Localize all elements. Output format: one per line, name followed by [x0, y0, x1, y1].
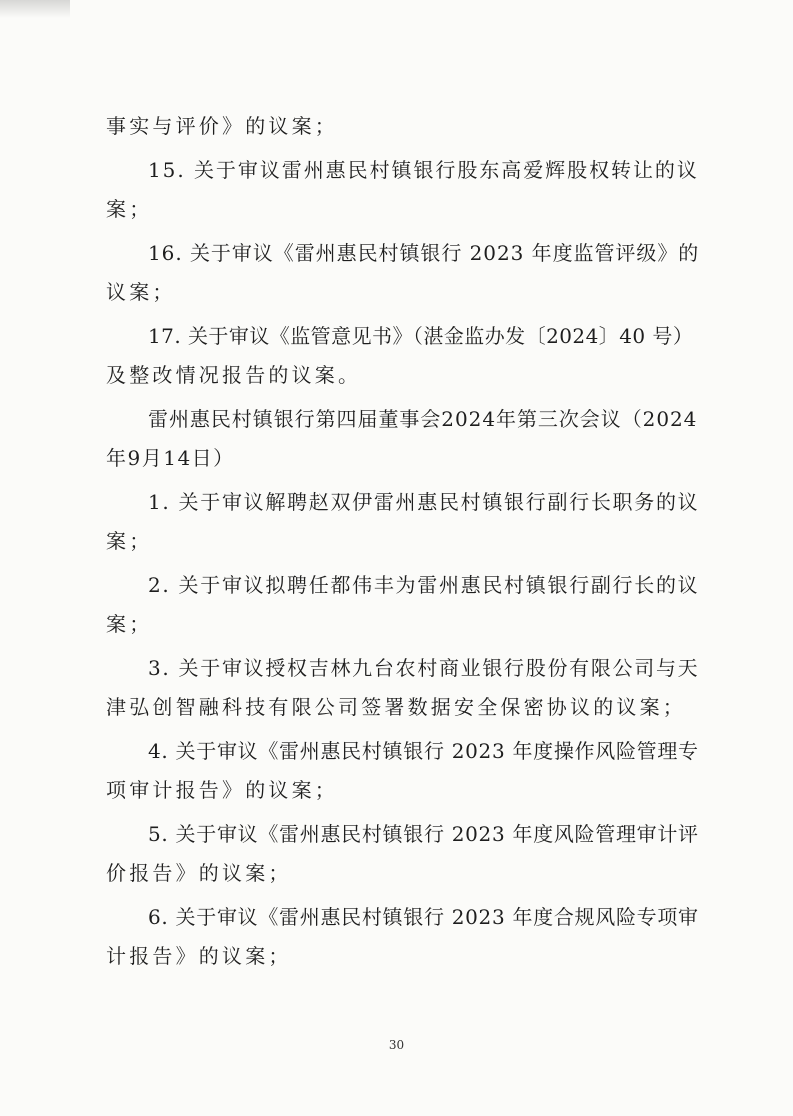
- text-line: 及整改情况报告的议案。: [106, 363, 362, 387]
- text-line: 项审计报告》的议案；: [106, 778, 338, 802]
- text-line: 16. 关于审议《雷州惠民村镇银行 2023 年度监管评级》的: [148, 241, 700, 265]
- text-line: 案；: [106, 197, 153, 221]
- text-line: 案；: [106, 529, 153, 553]
- text-line: 3. 关于审议授权吉林九台农村商业银行股份有限公司与天: [148, 656, 700, 680]
- page-number: 30: [388, 1038, 405, 1052]
- text-line: 案；: [106, 612, 153, 636]
- text-line: 雷州惠民村镇银行第四届董事会2024年第三次会议（2024: [148, 407, 698, 431]
- text-line: 计报告》的议案；: [106, 944, 292, 968]
- text-line: 价报告》的议案；: [106, 861, 292, 885]
- text-line: 5. 关于审议《雷州惠民村镇银行 2023 年度风险管理审计评: [148, 822, 699, 846]
- text-line: 津弘创智融科技有限公司签署数据安全保密协议的议案；: [106, 695, 686, 719]
- text-line: 4. 关于审议《雷州惠民村镇银行 2023 年度操作风险管理专: [148, 739, 699, 763]
- text-line: 议案；: [106, 280, 176, 304]
- text-line: 2. 关于审议拟聘任都伟丰为雷州惠民村镇银行副行长的议: [148, 573, 700, 597]
- text-line: 17. 关于审议《监管意见书》（湛金监办发〔2024〕40 号）: [148, 324, 694, 348]
- scan-edge-shadow: [0, 0, 70, 18]
- text-line: 6. 关于审议《雷州惠民村镇银行 2023 年度合规风险专项审: [148, 905, 699, 929]
- text-line: 事实与评价》的议案；: [106, 114, 338, 138]
- text-line: 1. 关于审议解聘赵双伊雷州惠民村镇银行副行长职务的议: [148, 490, 700, 514]
- text-line: 年9月14日）: [106, 446, 235, 470]
- text-line: 15. 关于审议雷州惠民村镇银行股东高爱辉股权转让的议: [148, 158, 699, 182]
